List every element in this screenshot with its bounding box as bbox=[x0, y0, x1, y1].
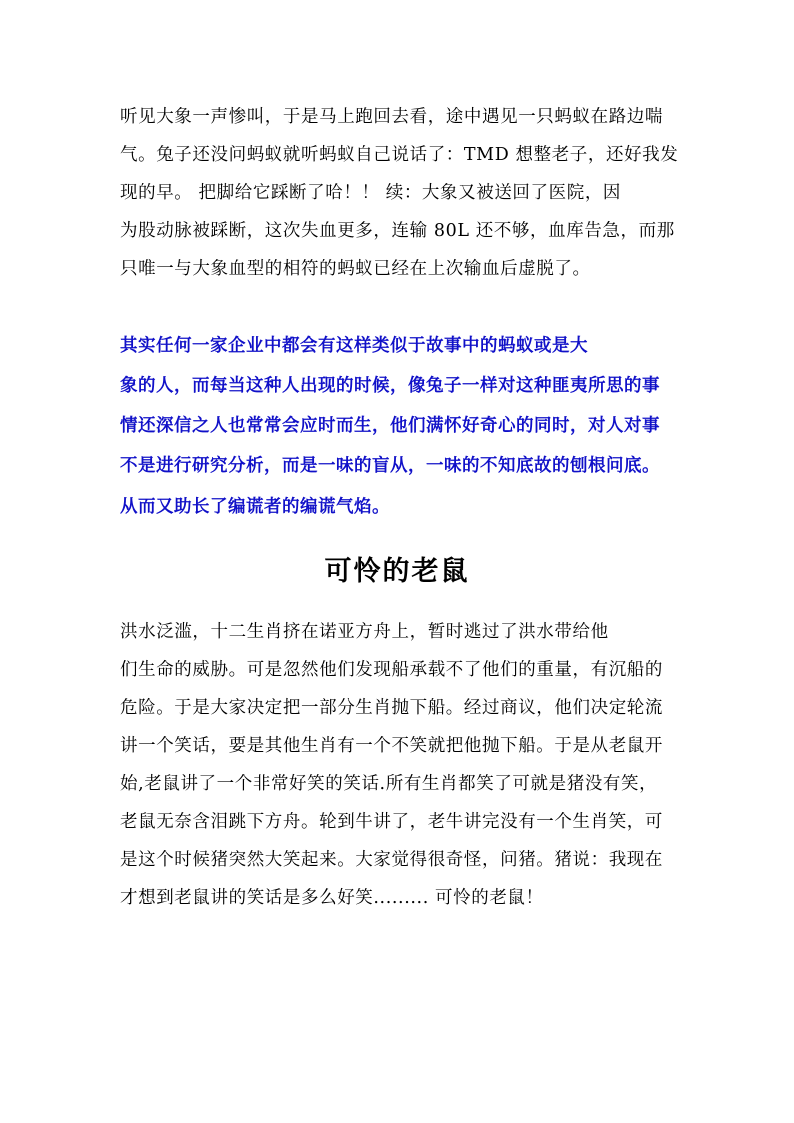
paragraph-line: 才想到老鼠讲的笑话是多么好笑......... 可怜的老鼠！ bbox=[120, 888, 544, 908]
commentary-line: 象的人，而每当这种人出现的时候，像兔子一样对这种匪夷所思的事 bbox=[120, 376, 660, 396]
paragraph-line: 听见大象一声惨叫，于是马上跑回去看，途中遇见一只蚂蚁在路边喘 bbox=[120, 107, 663, 127]
paragraph-line: 为股动脉被踩断，这次失血更多，连输 80L 还不够，血库告急，而那 bbox=[120, 221, 675, 241]
paragraph-line: 洪水泛滥，十二生肖挤在诺亚方舟上，暂时逃过了洪水带给他 bbox=[120, 622, 609, 642]
commentary-line: 从而又助长了编谎者的编谎气焰。 bbox=[120, 497, 390, 517]
paragraph-line: 老鼠无奈含泪跳下方舟。轮到牛讲了，老牛讲完没有一个生肖笑，可 bbox=[120, 812, 663, 832]
story-title: 可怜的老鼠 bbox=[324, 556, 470, 587]
commentary-line: 情还深信之人也常常会应时而生，他们满怀好奇心的同时，对人对事 bbox=[120, 416, 660, 436]
paragraph-line: 讲一个笑话，要是其他生肖有一个不笑就把他抛下船。于是从老鼠开 bbox=[120, 736, 663, 756]
paragraph-line: 气。兔子还没问蚂蚁就听蚂蚁自己说话了：TMD 想整老子，还好我发 bbox=[120, 145, 679, 165]
paragraph-line: 们生命的威胁。可是忽然他们发现船承载不了他们的重量，有沉船的 bbox=[120, 660, 663, 680]
commentary-line: 不是进行研究分析，而是一味的盲从，一味的不知底故的刨根问底。 bbox=[120, 456, 660, 476]
paragraph-line: 危险。于是大家决定把一部分生肖抛下船。经过商议，他们决定轮流 bbox=[120, 698, 663, 718]
paragraph-line: 始,老鼠讲了一个非常好笑的笑话.所有生肖都笑了可就是猪没有笑， bbox=[120, 774, 658, 794]
paragraph-line: 只唯一与大象血型的相符的蚂蚁已经在上次输血后虚脱了。 bbox=[120, 259, 591, 279]
commentary-line: 其实任何一家企业中都会有这样类似于故事中的蚂蚁或是大 bbox=[120, 336, 588, 356]
paragraph-line: 现的早。 把脚给它踩断了哈！！ 续：大象又被送回了医院，因 bbox=[120, 183, 622, 203]
paragraph-line: 是这个时候猪突然大笑起来。大家觉得很奇怪，问猪。猪说：我现在 bbox=[120, 850, 663, 870]
